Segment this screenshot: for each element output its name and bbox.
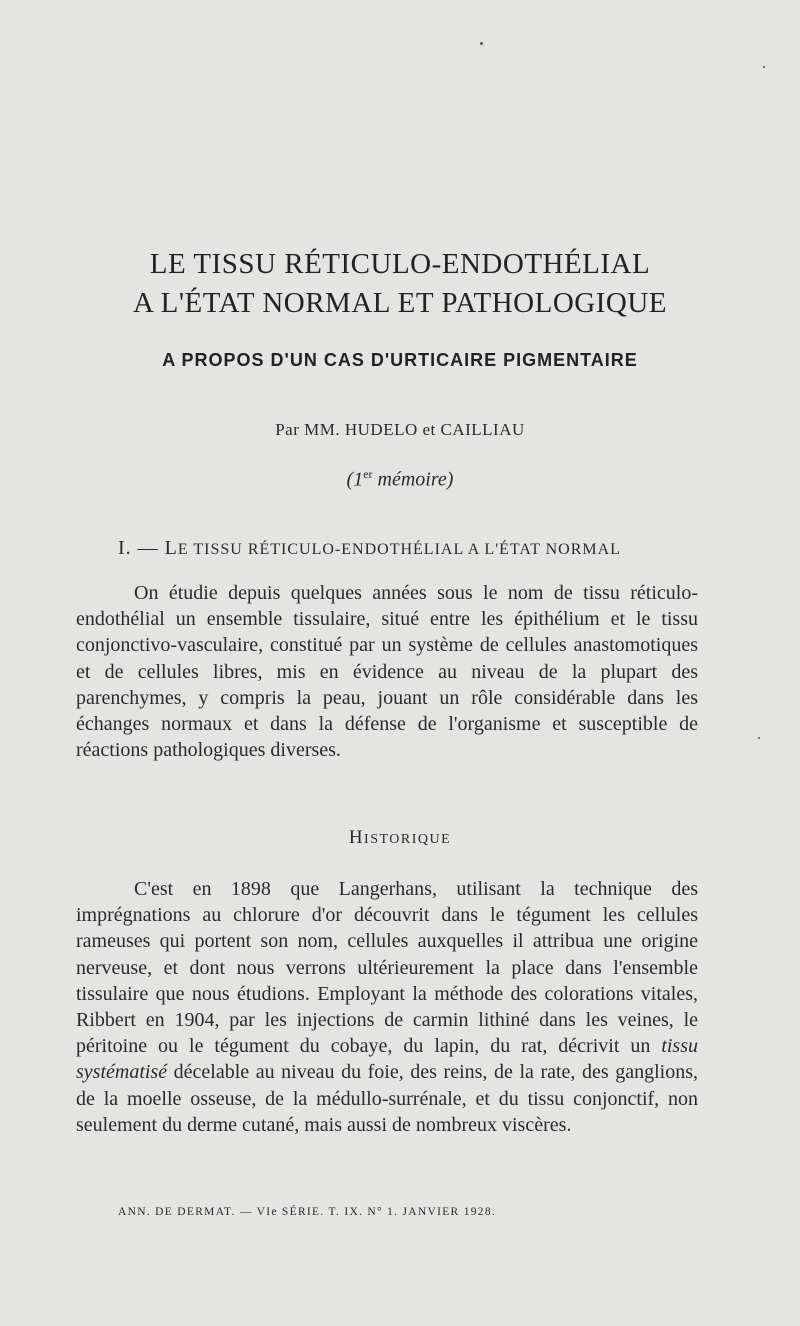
paragraph-historique — [76, 876, 698, 1138]
paragraph-intro: On étudie depuis quelques années sous le nom de tissu réticulo-endothélial un ensemble tissulaire, situé entre les épithélium et le tissu conjonctivo-vasculaire, constitué par un système de cellules anastomotiques et de cellules libres, mis en évidence au niveau de la plupart des parenchymes, y compris la peau, jouant un rôle considérable dans les échanges normaux et dans la défense de l'organisme et susceptible de réactions pathologiques diverses. — [76, 582, 698, 762]
speck-mark — [480, 42, 483, 45]
memoire-number: 1 — [353, 468, 364, 491]
section-title: E TISSU RÉTICULO-ENDOTHÉLIAL A L'ÉTAT NORMAL — [177, 541, 621, 558]
subtitle: A PROPOS D'UN CAS D'URTICAIRE PIGMENTAIRE — [162, 350, 638, 370]
paragraph-historique-before: C'est en 1898 que Langerhans, utilisant la technique des imprégnations au chlorure d'or découvrit dans le tégument les cellules rameuses qui portent son nom, cellules auxquelles il attribua une origine nerveuse, et dont nous verrons ultérieurement la place dans l'ensemble tissulaire que nous étudions. Employant la méthode des colorations vitales, Ribbert en 1904, par les injections de carmin lithiné dans les veines, le péritoine ou le tégument du cobaye, du lapin, du rat, décrivit un — [76, 878, 698, 1058]
section-first-letter: L — [164, 537, 178, 559]
memoire-sup: er — [363, 467, 373, 481]
section-numeral: I. — — [118, 537, 165, 559]
section-heading — [118, 537, 678, 560]
memoire-label — [60, 467, 740, 492]
memoire-word: mémoire — [377, 468, 447, 491]
paragraph-historique-italic: tissu systématisé — [76, 1035, 698, 1084]
memoire-open: ( — [346, 468, 354, 491]
title-line-1: LE TISSU RÉTICULO-ENDOTHÉLIAL — [149, 248, 651, 280]
speck-mark — [758, 737, 760, 739]
historique-rest: ISTORIQUE — [364, 832, 452, 847]
memoire-close: ) — [446, 468, 454, 491]
historique-first-letter: H — [348, 827, 365, 848]
speck-mark — [763, 66, 765, 68]
paragraph-historique-after: décelable au niveau du foie, des reins, de la rate, des ganglions, de la moelle osseuse, de la médullo-surrénale, et du tissu conjonctif, non seulement du derme cutané, mais aussi de nombreux viscères. — [76, 1061, 698, 1136]
title-line-2: A L'ÉTAT NORMAL ET PATHOLOGIQUE — [133, 287, 667, 319]
historique-heading — [60, 827, 740, 849]
journal-footer: ANN. DE DERMAT. — VIe SÉRIE. T. IX. N° 1. JANVIER 1928. — [118, 1206, 497, 1218]
authors: Par MM. HUDELO et CAILLIAU — [275, 420, 525, 439]
